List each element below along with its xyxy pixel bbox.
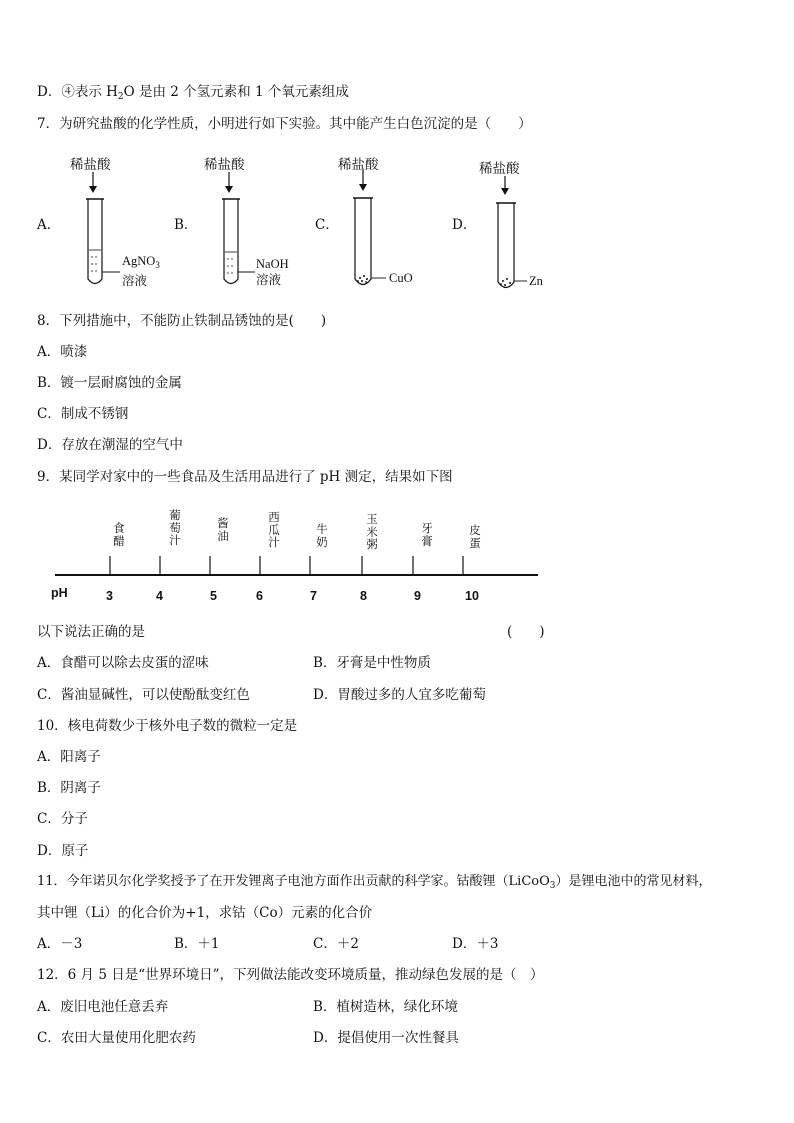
ph-food-corn-porridge: 玉 米 粥 — [366, 512, 378, 551]
q10-option-a[interactable]: A．阳离子 — [37, 749, 101, 765]
q7-c-reagent: 稀盐酸 — [338, 157, 379, 173]
q9-option-a[interactable]: A．食醋可以除去皮蛋的涩味 — [37, 655, 209, 671]
q11-stem-sub: 3 — [549, 881, 556, 891]
q7-opt-a-label[interactable]: A． — [37, 217, 61, 233]
ph-food-vinegar: 食 醋 — [113, 521, 125, 548]
ph-food-grape-juice: 葡 萄 汁 — [169, 508, 181, 547]
q7-d-chem: Zn — [529, 274, 543, 288]
q8-option-b[interactable]: B．镀一层耐腐蚀的金属 — [37, 375, 182, 391]
ph-tick-8: 8 — [360, 589, 367, 603]
q7-stem: 7．为研究盐酸的化学性质，小明进行如下实验。其中能产生白色沉淀的是（ ） — [37, 116, 532, 132]
q7-a-chem-sub: 3 — [155, 260, 160, 270]
q8-option-c[interactable]: C．制成不锈钢 — [37, 406, 129, 422]
q11-option-d[interactable]: D．＋3 — [452, 936, 499, 952]
ph-tick-5: 5 — [210, 589, 217, 603]
ph-axis — [0, 540, 794, 590]
q7-b-reagent: 稀盐酸 — [204, 157, 245, 173]
q9-question: 以下说法正确的是 — [37, 624, 145, 640]
test-tube-b — [222, 172, 255, 284]
q6d-text-pre: D．④表示 H — [37, 84, 118, 100]
ph-tick-10: 10 — [465, 589, 479, 603]
ph-food-milk: 牛 奶 — [316, 522, 328, 549]
ph-food-watermelon-juice: 西 瓜 汁 — [268, 510, 280, 549]
q9-answer-paren: ( ) — [507, 624, 545, 640]
q7-b-chem — [256, 256, 289, 288]
q6d-subscript: 2 — [117, 92, 124, 102]
ph-tick-7: 7 — [310, 589, 317, 603]
q7-opt-c-label[interactable]: C． — [315, 217, 339, 233]
q11-option-c[interactable]: C．＋2 — [313, 936, 359, 952]
q9-stem: 9．某同学对家中的一些食品及生活用品进行了 pH 测定，结果如下图 — [37, 469, 453, 485]
q11-option-b[interactable]: B．＋1 — [174, 936, 220, 952]
ph-food-toothpaste: 牙 膏 — [421, 521, 433, 548]
ph-food-preserved-egg: 皮 蛋 — [469, 523, 481, 550]
q8-stem: 8．下列措施中，不能防止铁制品锈蚀的是( ) — [37, 313, 327, 329]
ph-tick-3: 3 — [106, 589, 113, 603]
ph-tick-9: 9 — [414, 589, 421, 603]
q12-option-c[interactable]: C．农田大量使用化肥农药 — [37, 1030, 196, 1046]
q10-option-d[interactable]: D．原子 — [37, 843, 89, 859]
q7-d-reagent: 稀盐酸 — [479, 161, 520, 177]
q7-a-chem — [122, 253, 160, 289]
ph-tick-6: 6 — [256, 589, 263, 603]
q9-option-c[interactable]: C．酱油显碱性，可以使酚酞变红色 — [37, 687, 250, 703]
q12-option-d[interactable]: D．提倡使用一次性餐具 — [313, 1030, 459, 1046]
test-tube-a — [86, 172, 120, 284]
q11-stem-line2: 其中锂（Li）的化合价为+1，求钴（Co）元素的化合价 — [37, 905, 373, 921]
q10-option-b[interactable]: B．阴离子 — [37, 780, 101, 796]
test-tube-c — [353, 170, 386, 285]
q7-opt-d-label[interactable]: D． — [452, 217, 477, 233]
q11-option-a[interactable]: A．－3 — [37, 936, 83, 952]
q9-option-d[interactable]: D．胃酸过多的人宜多吃葡萄 — [313, 687, 486, 703]
q7-a-chem-solution: 溶液 — [122, 274, 148, 288]
q12-option-a[interactable]: A．废旧电池任意丢弃 — [37, 999, 169, 1015]
q10-option-c[interactable]: C．分子 — [37, 811, 88, 827]
q12-option-b[interactable]: B．植树造林，绿化环境 — [313, 999, 458, 1015]
q7-a-reagent: 稀盐酸 — [70, 157, 111, 173]
q7-b-chem-formula: NaOH — [256, 257, 289, 271]
q8-option-d[interactable]: D．存放在潮湿的空气中 — [37, 437, 183, 453]
ph-axis-label: pH — [51, 586, 68, 600]
q7-opt-b-label[interactable]: B． — [174, 217, 198, 233]
q9-option-b[interactable]: B．牙膏是中性物质 — [313, 655, 431, 671]
q7-a-chem-formula: AgNO — [122, 254, 156, 268]
test-tube-d — [496, 176, 527, 288]
q6d-text-post: O 是由 2 个氢元素和 1 个氧元素组成 — [123, 84, 349, 100]
q10-stem: 10．核电荷数少于核外电子数的微粒一定是 — [37, 718, 298, 734]
q7-c-chem: CuO — [389, 271, 413, 285]
q8-option-a[interactable]: A．喷漆 — [37, 344, 88, 360]
q11-stem-pre: 11．今年诺贝尔化学奖授予了在开发锂离子电池方面作出贡献的科学家。钴酸锂（LiCoO — [37, 874, 550, 889]
q7-b-chem-solution: 溶液 — [256, 273, 282, 287]
q11-stem-post: ）是锂电池中的常见材料， — [555, 874, 712, 889]
ph-food-soy-sauce: 酱 油 — [217, 516, 229, 543]
q7-test-tubes — [0, 0, 794, 300]
q12-stem: 12．6 月 5 日是“世界环境日”，下列做法能改变环境质量，推动绿色发展的是（ ） — [37, 967, 544, 983]
q11-stem-line1 — [37, 873, 712, 895]
ph-tick-4: 4 — [156, 589, 163, 603]
